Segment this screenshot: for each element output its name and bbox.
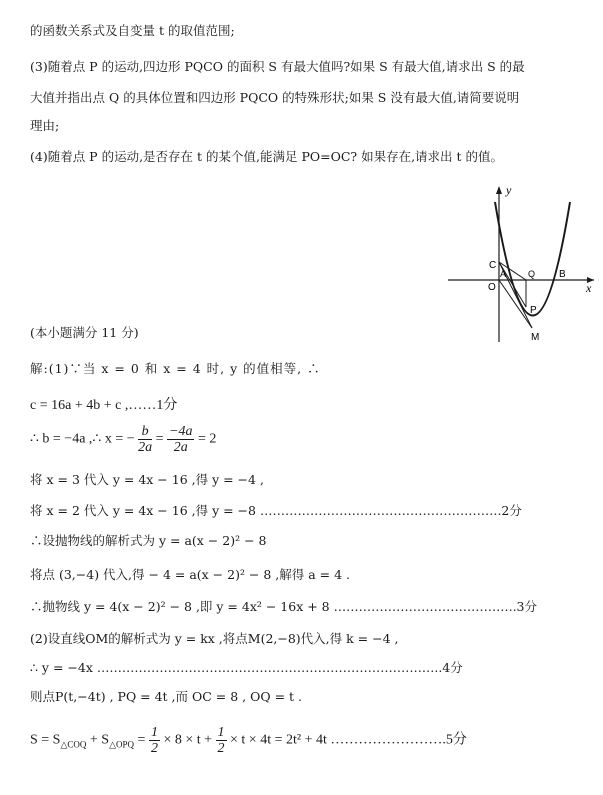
label-q: Q — [528, 269, 536, 279]
label-o: O — [488, 282, 496, 293]
solution-line-5: 将 x = 2 代入 y = 4x − 16 ,得 y = −8 ………………………………………………….2分 — [30, 503, 522, 518]
line-3: 大值并指出点 Q 的具体位置和四边形 PQCO 的特殊形状;如果 S 没有最大值,请简要说明 — [30, 90, 520, 105]
fraction-4a-2a: $\frac{-4a}{2a}$ — [169, 424, 193, 455]
solution-line-2: c = 16a + 4b + c ,……1分 — [30, 398, 178, 413]
line-4: 理由; — [30, 118, 60, 133]
fraction-half-2: $\frac{1}{2}$ — [217, 725, 225, 756]
solution-line-12: $S = S_{\triangle COQ} + S_{\triangle OPQ}$ = $\frac{1}{2}$ × 8 × t + $\frac{1}{2}$ × t × 4t = 2t² + 4t …………………….5分 — [30, 725, 467, 756]
label-p: P — [530, 305, 537, 316]
solution-line-8: ∴抛物线 y = 4(x − 2)² − 8 ,即 y = 4x² − 16x + 8 ……………………………………..3分 — [30, 599, 538, 614]
label-c: C — [489, 260, 497, 271]
parabola-curve — [495, 202, 570, 316]
score-note: (本小题满分 11 分) — [30, 325, 139, 340]
label-a: A — [500, 269, 507, 279]
solution-line-1: 解:(1)∵当 x = 0 和 x = 4 时, y 的值相等, ∴ — [30, 361, 321, 376]
s3-prefix: ∴ b = −4a ,∴ x = − — [30, 431, 135, 447]
solution-line-11: 则点P(t,−4t) , PQ = 4t ,而 OC = 8 , OQ = t . — [30, 689, 302, 704]
line-2: (3)随着点 P 的运动,四边形 PQCO 的面积 S 有最大值吗?如果 S 有最大值,请求出 S 的最 — [30, 59, 525, 74]
fraction-half-1: $\frac{1}{2}$ — [150, 725, 158, 756]
label-x: x — [586, 281, 592, 295]
solution-line-3: ∴ b = −4a ,∴ x = − $\frac{b}{2a}$ = $\frac{-4a}{2a}$ = 2 — [30, 424, 217, 455]
y-axis-arrow — [496, 186, 502, 194]
solution-line-6: ∴设抛物线的解析式为 y = a(x − 2)² − 8 — [30, 533, 267, 548]
solution-line-10: ∴ y = −4x ………………………………………………………………………..4分 — [30, 660, 463, 675]
label-b: B — [559, 269, 566, 280]
solution-line-9: (2)设直线OM的解析式为 y = kx ,将点M(2,−8)代入,得 k = −4 , — [30, 631, 399, 646]
line-om — [499, 280, 532, 328]
solution-line-4: 将 x = 3 代入 y = 4x − 16 ,得 y = −4 , — [30, 472, 264, 487]
line-1: 的函数关系式及自变量 t 的取值范围; — [30, 23, 235, 38]
solution-line-7: 将点 (3,−4) 代入,得 − 4 = a(x − 2)² − 8 ,解得 a = 4 . — [30, 567, 351, 582]
label-y: y — [506, 183, 512, 197]
parabola-figure — [448, 182, 598, 344]
label-m: M — [531, 332, 540, 343]
fraction-b-2a: $\frac{b}{2a}$ — [138, 424, 153, 455]
line-5: (4)随着点 P 的运动,是否存在 t 的某个值,能满足 PO=OC? 如果存在,请求出 t 的值。 — [30, 149, 504, 164]
